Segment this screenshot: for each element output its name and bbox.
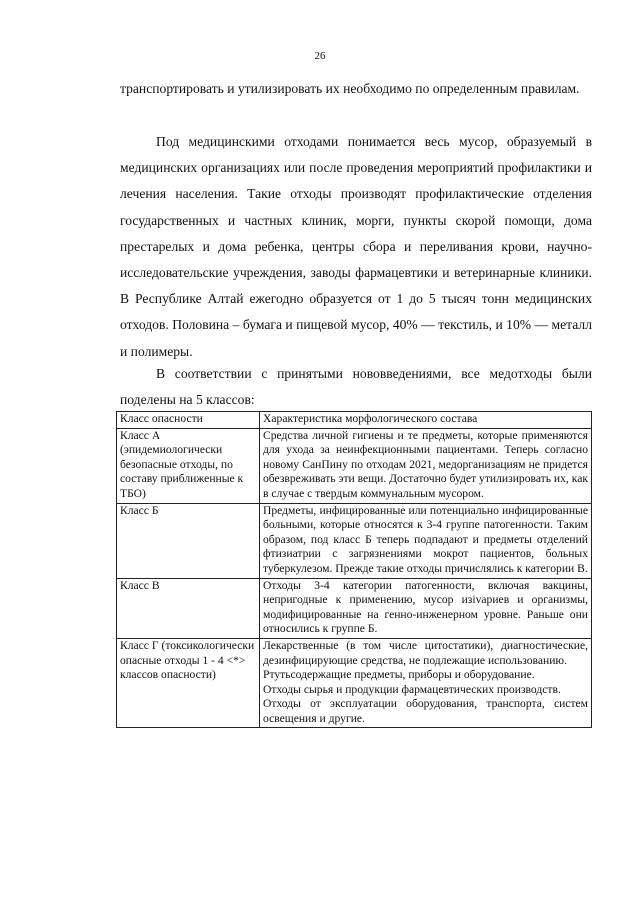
- table-row: [117, 638, 592, 728]
- description-text: Лекарственные (в том числе цитостатики), диагностические, дезинфицирующие средства, не подлежащие использованию.: [263, 638, 588, 667]
- description-text: Ртутьсодержащие предметы, приборы и оборудование.: [263, 668, 535, 682]
- table-row: [117, 428, 592, 503]
- description-cell: [260, 503, 592, 578]
- paragraph-text: Под медицинскими отходами понимается весь мусор, образуемый в медицинских организациях или после проведения мероприятий профилактики и лечения населения. Такие отходы производят профилактические отделения государственных и частных клиник, морги, пункты скорой помощи, дома престарелых и дома ребенка, центры сбора и переливания крови, научно-исследовательские учреждения, заводы фармацевтики и ветеринарные клиники. В Республике Алтай ежегодно образуется от 1 до 5 тысяч тонн медицинских отходов. Половина – бумага и пищевой мусор, 40% — текстиль, и 10% — металл и полимеры.: [120, 134, 592, 359]
- table-row: [117, 578, 592, 638]
- description-text: Предметы, инфицированные или потенциально инфицированные больными, которые относятся к 3-4 группе патогенности. Таким образом, под класс Б теперь подпадают и предметы отделений фтизиатрии с загрязнениями мокрот пациентов, больных туберкулезом. Прежде такие отходы причислялись к категории В.: [263, 503, 588, 575]
- description-text: Отходы 3-4 категории патогенности, включая вакцины, непригодные к применению, мусор изivариев и организмы, модифицированные на генно-инженерном уровне. Раньше они относились к группе Б.: [263, 578, 588, 636]
- page-number: 26: [314, 50, 326, 62]
- table-header-row: [117, 412, 592, 429]
- description-text: Средства личной гигиены и те предметы, которые применяются для ухода за неинфекционными пациентами. Теперь согласно новому СанПину по отходам 2021, медорганизациям не придется обезвреживать эти вещи. Достаточно будет утилизировать их, как в случае с твердым коммунальным мусором.: [263, 428, 588, 500]
- description-cell: [260, 638, 592, 728]
- class-cell: Класс Г (токсикологически опасные отходы 1 - 4 <*> классов опасности): [117, 638, 260, 728]
- paragraph-classes-intro: [120, 361, 592, 413]
- paragraph-continuation: [120, 76, 592, 102]
- table-header-cell: Характеристика морфологического состава: [260, 412, 592, 429]
- class-cell: Класс Б: [117, 503, 260, 578]
- description-text: Отходы от эксплуатации оборудования, транспорта, систем освещения и другие.: [263, 697, 588, 725]
- paragraph-medical-waste: [120, 129, 592, 365]
- table-row: [117, 503, 592, 578]
- description-cell: [260, 428, 592, 503]
- table-header-cell: Класс опасности: [117, 412, 260, 429]
- class-cell: Класс В: [117, 578, 260, 638]
- description-cell: [260, 578, 592, 638]
- paragraph-text: транспортировать и утилизировать их необходимо по определенным правилам.: [120, 81, 580, 96]
- description-text: Отходы сырья и продукции фармацевтических производств.: [263, 682, 561, 696]
- paragraph-text: В соответствии с принятыми нововведениями, все медотходы были поделены на 5 классов:: [120, 366, 592, 408]
- class-cell: Класс А (эпидемиологически безопасные отходы, по составу приближенные к ТБО): [117, 428, 260, 503]
- waste-classes-table: [116, 411, 592, 728]
